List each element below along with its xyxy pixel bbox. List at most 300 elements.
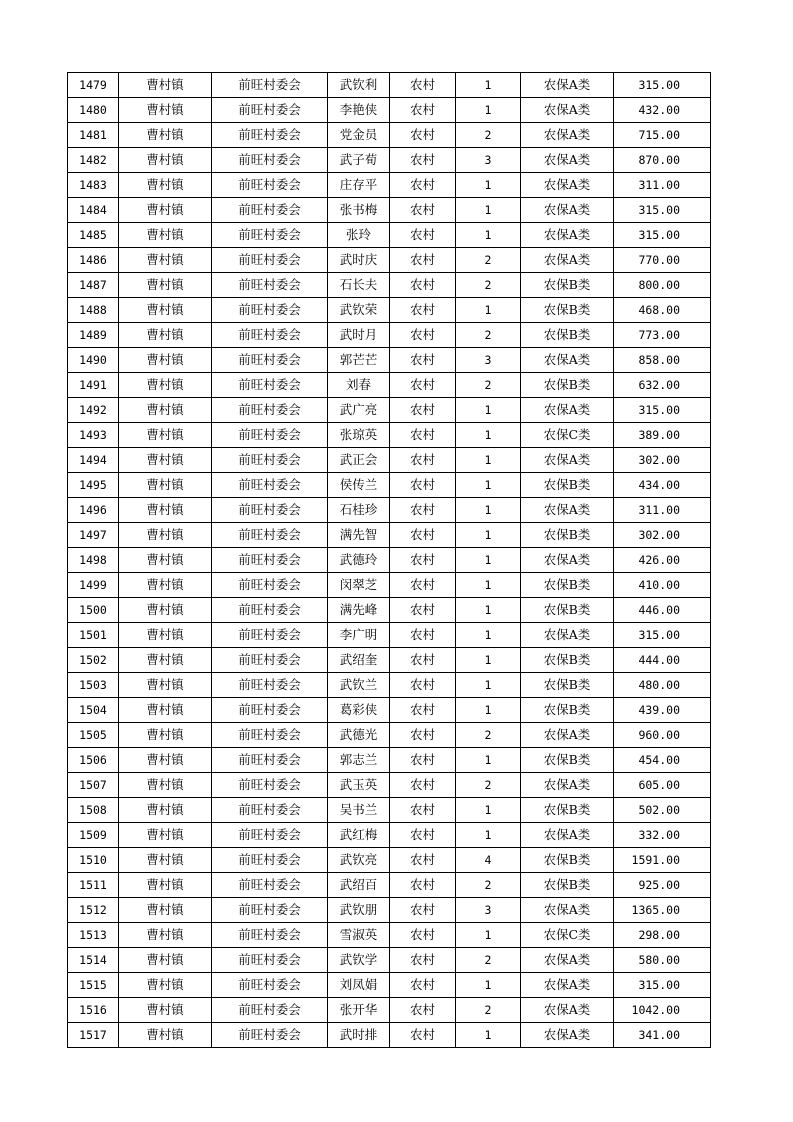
row-number-cell: 1516 bbox=[68, 998, 119, 1023]
area-type-cell: 农村 bbox=[390, 148, 456, 173]
area-type-cell: 农村 bbox=[390, 773, 456, 798]
allowance-table bbox=[67, 72, 711, 1048]
household-count-cell: 2 bbox=[456, 998, 521, 1023]
amount-cell: 715.00 bbox=[614, 123, 711, 148]
row-number-cell: 1483 bbox=[68, 173, 119, 198]
row-number-cell: 1492 bbox=[68, 398, 119, 423]
table-row bbox=[68, 348, 711, 373]
table-row bbox=[68, 698, 711, 723]
amount-cell: 858.00 bbox=[614, 348, 711, 373]
row-number-cell: 1505 bbox=[68, 723, 119, 748]
name-cell: 侯传兰 bbox=[328, 473, 390, 498]
row-number-cell: 1504 bbox=[68, 698, 119, 723]
town-cell: 曹村镇 bbox=[119, 298, 212, 323]
town-cell: 曹村镇 bbox=[119, 873, 212, 898]
village-committee-cell: 前旺村委会 bbox=[212, 823, 328, 848]
area-type-cell: 农村 bbox=[390, 423, 456, 448]
village-committee-cell: 前旺村委会 bbox=[212, 173, 328, 198]
row-number-cell: 1481 bbox=[68, 123, 119, 148]
village-committee-cell: 前旺村委会 bbox=[212, 573, 328, 598]
insurance-category-cell: 农保A类 bbox=[521, 498, 614, 523]
town-cell: 曹村镇 bbox=[119, 848, 212, 873]
household-count-cell: 1 bbox=[456, 98, 521, 123]
amount-cell: 410.00 bbox=[614, 573, 711, 598]
village-committee-cell: 前旺村委会 bbox=[212, 598, 328, 623]
village-committee-cell: 前旺村委会 bbox=[212, 398, 328, 423]
row-number-cell: 1514 bbox=[68, 948, 119, 973]
row-number-cell: 1509 bbox=[68, 823, 119, 848]
village-committee-cell: 前旺村委会 bbox=[212, 448, 328, 473]
insurance-category-cell: 农保C类 bbox=[521, 423, 614, 448]
village-committee-cell: 前旺村委会 bbox=[212, 98, 328, 123]
town-cell: 曹村镇 bbox=[119, 173, 212, 198]
table-body bbox=[68, 73, 711, 1048]
table-row bbox=[68, 398, 711, 423]
household-count-cell: 3 bbox=[456, 348, 521, 373]
village-committee-cell: 前旺村委会 bbox=[212, 523, 328, 548]
village-committee-cell: 前旺村委会 bbox=[212, 748, 328, 773]
household-count-cell: 2 bbox=[456, 873, 521, 898]
area-type-cell: 农村 bbox=[390, 823, 456, 848]
town-cell: 曹村镇 bbox=[119, 623, 212, 648]
household-count-cell: 2 bbox=[456, 773, 521, 798]
household-count-cell: 1 bbox=[456, 548, 521, 573]
table-row bbox=[68, 598, 711, 623]
village-committee-cell: 前旺村委会 bbox=[212, 973, 328, 998]
amount-cell: 444.00 bbox=[614, 648, 711, 673]
area-type-cell: 农村 bbox=[390, 323, 456, 348]
village-committee-cell: 前旺村委会 bbox=[212, 548, 328, 573]
village-committee-cell: 前旺村委会 bbox=[212, 498, 328, 523]
household-count-cell: 2 bbox=[456, 248, 521, 273]
household-count-cell: 2 bbox=[456, 723, 521, 748]
amount-cell: 302.00 bbox=[614, 448, 711, 473]
insurance-category-cell: 农保A类 bbox=[521, 998, 614, 1023]
household-count-cell: 1 bbox=[456, 73, 521, 98]
name-cell: 武钦朋 bbox=[328, 898, 390, 923]
table-row bbox=[68, 498, 711, 523]
household-count-cell: 1 bbox=[456, 973, 521, 998]
village-committee-cell: 前旺村委会 bbox=[212, 898, 328, 923]
name-cell: 武钦亮 bbox=[328, 848, 390, 873]
amount-cell: 426.00 bbox=[614, 548, 711, 573]
amount-cell: 315.00 bbox=[614, 223, 711, 248]
amount-cell: 311.00 bbox=[614, 498, 711, 523]
area-type-cell: 农村 bbox=[390, 623, 456, 648]
amount-cell: 502.00 bbox=[614, 798, 711, 823]
amount-cell: 454.00 bbox=[614, 748, 711, 773]
name-cell: 庄存平 bbox=[328, 173, 390, 198]
village-committee-cell: 前旺村委会 bbox=[212, 923, 328, 948]
name-cell: 武钦学 bbox=[328, 948, 390, 973]
insurance-category-cell: 农保A类 bbox=[521, 823, 614, 848]
insurance-category-cell: 农保A类 bbox=[521, 98, 614, 123]
household-count-cell: 2 bbox=[456, 323, 521, 348]
area-type-cell: 农村 bbox=[390, 348, 456, 373]
table-row bbox=[68, 1023, 711, 1048]
household-count-cell: 1 bbox=[456, 698, 521, 723]
amount-cell: 434.00 bbox=[614, 473, 711, 498]
amount-cell: 315.00 bbox=[614, 973, 711, 998]
insurance-category-cell: 农保B类 bbox=[521, 573, 614, 598]
town-cell: 曹村镇 bbox=[119, 273, 212, 298]
village-committee-cell: 前旺村委会 bbox=[212, 198, 328, 223]
insurance-category-cell: 农保A类 bbox=[521, 723, 614, 748]
table-row bbox=[68, 898, 711, 923]
table-row bbox=[68, 573, 711, 598]
insurance-category-cell: 农保B类 bbox=[521, 598, 614, 623]
town-cell: 曹村镇 bbox=[119, 798, 212, 823]
amount-cell: 1042.00 bbox=[614, 998, 711, 1023]
household-count-cell: 1 bbox=[456, 623, 521, 648]
table-row bbox=[68, 523, 711, 548]
area-type-cell: 农村 bbox=[390, 298, 456, 323]
name-cell: 雪淑英 bbox=[328, 923, 390, 948]
name-cell: 党金员 bbox=[328, 123, 390, 148]
row-number-cell: 1500 bbox=[68, 598, 119, 623]
household-count-cell: 1 bbox=[456, 798, 521, 823]
town-cell: 曹村镇 bbox=[119, 573, 212, 598]
table-row bbox=[68, 223, 711, 248]
insurance-category-cell: 农保B类 bbox=[521, 273, 614, 298]
household-count-cell: 1 bbox=[456, 448, 521, 473]
village-committee-cell: 前旺村委会 bbox=[212, 223, 328, 248]
row-number-cell: 1495 bbox=[68, 473, 119, 498]
table-row bbox=[68, 373, 711, 398]
amount-cell: 332.00 bbox=[614, 823, 711, 848]
town-cell: 曹村镇 bbox=[119, 123, 212, 148]
insurance-category-cell: 农保A类 bbox=[521, 448, 614, 473]
amount-cell: 446.00 bbox=[614, 598, 711, 623]
name-cell: 闵翠芝 bbox=[328, 573, 390, 598]
table-row bbox=[68, 823, 711, 848]
table-row bbox=[68, 73, 711, 98]
household-count-cell: 1 bbox=[456, 598, 521, 623]
town-cell: 曹村镇 bbox=[119, 73, 212, 98]
area-type-cell: 农村 bbox=[390, 573, 456, 598]
table-row bbox=[68, 848, 711, 873]
row-number-cell: 1497 bbox=[68, 523, 119, 548]
row-number-cell: 1507 bbox=[68, 773, 119, 798]
name-cell: 武红梅 bbox=[328, 823, 390, 848]
household-count-cell: 1 bbox=[456, 573, 521, 598]
name-cell: 满先智 bbox=[328, 523, 390, 548]
village-committee-cell: 前旺村委会 bbox=[212, 873, 328, 898]
town-cell: 曹村镇 bbox=[119, 348, 212, 373]
town-cell: 曹村镇 bbox=[119, 248, 212, 273]
name-cell: 郭芒芒 bbox=[328, 348, 390, 373]
table-row bbox=[68, 323, 711, 348]
row-number-cell: 1487 bbox=[68, 273, 119, 298]
insurance-category-cell: 农保A类 bbox=[521, 73, 614, 98]
table-row bbox=[68, 773, 711, 798]
row-number-cell: 1479 bbox=[68, 73, 119, 98]
area-type-cell: 农村 bbox=[390, 523, 456, 548]
town-cell: 曹村镇 bbox=[119, 923, 212, 948]
table-row bbox=[68, 148, 711, 173]
table-row bbox=[68, 123, 711, 148]
village-committee-cell: 前旺村委会 bbox=[212, 423, 328, 448]
row-number-cell: 1486 bbox=[68, 248, 119, 273]
town-cell: 曹村镇 bbox=[119, 1023, 212, 1048]
name-cell: 张书梅 bbox=[328, 198, 390, 223]
amount-cell: 770.00 bbox=[614, 248, 711, 273]
amount-cell: 302.00 bbox=[614, 523, 711, 548]
insurance-category-cell: 农保A类 bbox=[521, 248, 614, 273]
amount-cell: 632.00 bbox=[614, 373, 711, 398]
area-type-cell: 农村 bbox=[390, 173, 456, 198]
insurance-category-cell: 农保A类 bbox=[521, 173, 614, 198]
amount-cell: 580.00 bbox=[614, 948, 711, 973]
household-count-cell: 1 bbox=[456, 473, 521, 498]
area-type-cell: 农村 bbox=[390, 123, 456, 148]
area-type-cell: 农村 bbox=[390, 723, 456, 748]
town-cell: 曹村镇 bbox=[119, 998, 212, 1023]
area-type-cell: 农村 bbox=[390, 248, 456, 273]
amount-cell: 773.00 bbox=[614, 323, 711, 348]
name-cell: 郭志兰 bbox=[328, 748, 390, 773]
area-type-cell: 农村 bbox=[390, 498, 456, 523]
town-cell: 曹村镇 bbox=[119, 198, 212, 223]
row-number-cell: 1484 bbox=[68, 198, 119, 223]
household-count-cell: 2 bbox=[456, 273, 521, 298]
insurance-category-cell: 农保A类 bbox=[521, 548, 614, 573]
village-committee-cell: 前旺村委会 bbox=[212, 323, 328, 348]
name-cell: 武时月 bbox=[328, 323, 390, 348]
area-type-cell: 农村 bbox=[390, 998, 456, 1023]
area-type-cell: 农村 bbox=[390, 198, 456, 223]
household-count-cell: 1 bbox=[456, 823, 521, 848]
name-cell: 武德光 bbox=[328, 723, 390, 748]
area-type-cell: 农村 bbox=[390, 848, 456, 873]
name-cell: 武广亮 bbox=[328, 398, 390, 423]
name-cell: 石桂珍 bbox=[328, 498, 390, 523]
area-type-cell: 农村 bbox=[390, 973, 456, 998]
amount-cell: 315.00 bbox=[614, 398, 711, 423]
area-type-cell: 农村 bbox=[390, 598, 456, 623]
area-type-cell: 农村 bbox=[390, 748, 456, 773]
village-committee-cell: 前旺村委会 bbox=[212, 948, 328, 973]
name-cell: 李广明 bbox=[328, 623, 390, 648]
household-count-cell: 1 bbox=[456, 198, 521, 223]
village-committee-cell: 前旺村委会 bbox=[212, 373, 328, 398]
household-count-cell: 3 bbox=[456, 898, 521, 923]
household-count-cell: 2 bbox=[456, 373, 521, 398]
row-number-cell: 1510 bbox=[68, 848, 119, 873]
village-committee-cell: 前旺村委会 bbox=[212, 73, 328, 98]
insurance-category-cell: 农保A类 bbox=[521, 773, 614, 798]
name-cell: 张开华 bbox=[328, 998, 390, 1023]
name-cell: 武时庆 bbox=[328, 248, 390, 273]
insurance-category-cell: 农保A类 bbox=[521, 398, 614, 423]
table-row bbox=[68, 673, 711, 698]
table-row bbox=[68, 923, 711, 948]
amount-cell: 311.00 bbox=[614, 173, 711, 198]
household-count-cell: 1 bbox=[456, 498, 521, 523]
area-type-cell: 农村 bbox=[390, 873, 456, 898]
name-cell: 武绍奎 bbox=[328, 648, 390, 673]
row-number-cell: 1485 bbox=[68, 223, 119, 248]
row-number-cell: 1515 bbox=[68, 973, 119, 998]
area-type-cell: 农村 bbox=[390, 648, 456, 673]
amount-cell: 315.00 bbox=[614, 73, 711, 98]
insurance-category-cell: 农保A类 bbox=[521, 973, 614, 998]
household-count-cell: 1 bbox=[456, 223, 521, 248]
name-cell: 武正会 bbox=[328, 448, 390, 473]
amount-cell: 800.00 bbox=[614, 273, 711, 298]
household-count-cell: 4 bbox=[456, 848, 521, 873]
row-number-cell: 1489 bbox=[68, 323, 119, 348]
village-committee-cell: 前旺村委会 bbox=[212, 698, 328, 723]
area-type-cell: 农村 bbox=[390, 98, 456, 123]
table-row bbox=[68, 198, 711, 223]
row-number-cell: 1491 bbox=[68, 373, 119, 398]
name-cell: 刘凤娟 bbox=[328, 973, 390, 998]
town-cell: 曹村镇 bbox=[119, 673, 212, 698]
area-type-cell: 农村 bbox=[390, 373, 456, 398]
area-type-cell: 农村 bbox=[390, 73, 456, 98]
household-count-cell: 1 bbox=[456, 523, 521, 548]
table-row bbox=[68, 298, 711, 323]
insurance-category-cell: 农保A类 bbox=[521, 1023, 614, 1048]
insurance-category-cell: 农保A类 bbox=[521, 148, 614, 173]
amount-cell: 341.00 bbox=[614, 1023, 711, 1048]
name-cell: 武子荀 bbox=[328, 148, 390, 173]
insurance-category-cell: 农保A类 bbox=[521, 898, 614, 923]
insurance-category-cell: 农保B类 bbox=[521, 673, 614, 698]
village-committee-cell: 前旺村委会 bbox=[212, 248, 328, 273]
household-count-cell: 1 bbox=[456, 748, 521, 773]
insurance-category-cell: 农保B类 bbox=[521, 748, 614, 773]
area-type-cell: 农村 bbox=[390, 948, 456, 973]
area-type-cell: 农村 bbox=[390, 673, 456, 698]
household-count-cell: 1 bbox=[456, 423, 521, 448]
table-row bbox=[68, 998, 711, 1023]
town-cell: 曹村镇 bbox=[119, 523, 212, 548]
name-cell: 满先峰 bbox=[328, 598, 390, 623]
area-type-cell: 农村 bbox=[390, 273, 456, 298]
insurance-category-cell: 农保A类 bbox=[521, 623, 614, 648]
amount-cell: 389.00 bbox=[614, 423, 711, 448]
insurance-category-cell: 农保A类 bbox=[521, 223, 614, 248]
insurance-category-cell: 农保B类 bbox=[521, 848, 614, 873]
town-cell: 曹村镇 bbox=[119, 748, 212, 773]
table-row bbox=[68, 648, 711, 673]
row-number-cell: 1499 bbox=[68, 573, 119, 598]
village-committee-cell: 前旺村委会 bbox=[212, 1023, 328, 1048]
town-cell: 曹村镇 bbox=[119, 773, 212, 798]
table-row bbox=[68, 548, 711, 573]
insurance-category-cell: 农保A类 bbox=[521, 123, 614, 148]
village-committee-cell: 前旺村委会 bbox=[212, 648, 328, 673]
town-cell: 曹村镇 bbox=[119, 823, 212, 848]
village-committee-cell: 前旺村委会 bbox=[212, 773, 328, 798]
name-cell: 张玲 bbox=[328, 223, 390, 248]
amount-cell: 432.00 bbox=[614, 98, 711, 123]
village-committee-cell: 前旺村委会 bbox=[212, 798, 328, 823]
town-cell: 曹村镇 bbox=[119, 498, 212, 523]
row-number-cell: 1488 bbox=[68, 298, 119, 323]
amount-cell: 315.00 bbox=[614, 623, 711, 648]
insurance-category-cell: 农保B类 bbox=[521, 298, 614, 323]
household-count-cell: 1 bbox=[456, 673, 521, 698]
area-type-cell: 农村 bbox=[390, 223, 456, 248]
town-cell: 曹村镇 bbox=[119, 648, 212, 673]
amount-cell: 925.00 bbox=[614, 873, 711, 898]
area-type-cell: 农村 bbox=[390, 923, 456, 948]
name-cell: 张琼英 bbox=[328, 423, 390, 448]
village-committee-cell: 前旺村委会 bbox=[212, 298, 328, 323]
table-row bbox=[68, 248, 711, 273]
amount-cell: 298.00 bbox=[614, 923, 711, 948]
village-committee-cell: 前旺村委会 bbox=[212, 673, 328, 698]
village-committee-cell: 前旺村委会 bbox=[212, 623, 328, 648]
row-number-cell: 1482 bbox=[68, 148, 119, 173]
household-count-cell: 1 bbox=[456, 173, 521, 198]
village-committee-cell: 前旺村委会 bbox=[212, 148, 328, 173]
area-type-cell: 农村 bbox=[390, 1023, 456, 1048]
row-number-cell: 1480 bbox=[68, 98, 119, 123]
amount-cell: 870.00 bbox=[614, 148, 711, 173]
household-count-cell: 1 bbox=[456, 1023, 521, 1048]
town-cell: 曹村镇 bbox=[119, 448, 212, 473]
amount-cell: 480.00 bbox=[614, 673, 711, 698]
area-type-cell: 农村 bbox=[390, 898, 456, 923]
village-committee-cell: 前旺村委会 bbox=[212, 723, 328, 748]
table-row bbox=[68, 723, 711, 748]
village-committee-cell: 前旺村委会 bbox=[212, 273, 328, 298]
amount-cell: 605.00 bbox=[614, 773, 711, 798]
household-count-cell: 1 bbox=[456, 648, 521, 673]
town-cell: 曹村镇 bbox=[119, 598, 212, 623]
table-row bbox=[68, 973, 711, 998]
name-cell: 武钦兰 bbox=[328, 673, 390, 698]
village-committee-cell: 前旺村委会 bbox=[212, 123, 328, 148]
area-type-cell: 农村 bbox=[390, 548, 456, 573]
area-type-cell: 农村 bbox=[390, 473, 456, 498]
table-row bbox=[68, 473, 711, 498]
table-row bbox=[68, 798, 711, 823]
household-count-cell: 3 bbox=[456, 148, 521, 173]
row-number-cell: 1503 bbox=[68, 673, 119, 698]
name-cell: 武钦利 bbox=[328, 73, 390, 98]
amount-cell: 439.00 bbox=[614, 698, 711, 723]
row-number-cell: 1493 bbox=[68, 423, 119, 448]
household-count-cell: 1 bbox=[456, 398, 521, 423]
town-cell: 曹村镇 bbox=[119, 148, 212, 173]
insurance-category-cell: 农保B类 bbox=[521, 648, 614, 673]
insurance-category-cell: 农保B类 bbox=[521, 323, 614, 348]
table-row bbox=[68, 423, 711, 448]
amount-cell: 468.00 bbox=[614, 298, 711, 323]
village-committee-cell: 前旺村委会 bbox=[212, 348, 328, 373]
insurance-category-cell: 农保B类 bbox=[521, 373, 614, 398]
table-row bbox=[68, 173, 711, 198]
table-row bbox=[68, 273, 711, 298]
town-cell: 曹村镇 bbox=[119, 473, 212, 498]
area-type-cell: 农村 bbox=[390, 698, 456, 723]
name-cell: 武玉英 bbox=[328, 773, 390, 798]
name-cell: 石长夫 bbox=[328, 273, 390, 298]
town-cell: 曹村镇 bbox=[119, 373, 212, 398]
amount-cell: 960.00 bbox=[614, 723, 711, 748]
row-number-cell: 1506 bbox=[68, 748, 119, 773]
table-row bbox=[68, 948, 711, 973]
amount-cell: 1591.00 bbox=[614, 848, 711, 873]
town-cell: 曹村镇 bbox=[119, 973, 212, 998]
town-cell: 曹村镇 bbox=[119, 723, 212, 748]
row-number-cell: 1512 bbox=[68, 898, 119, 923]
